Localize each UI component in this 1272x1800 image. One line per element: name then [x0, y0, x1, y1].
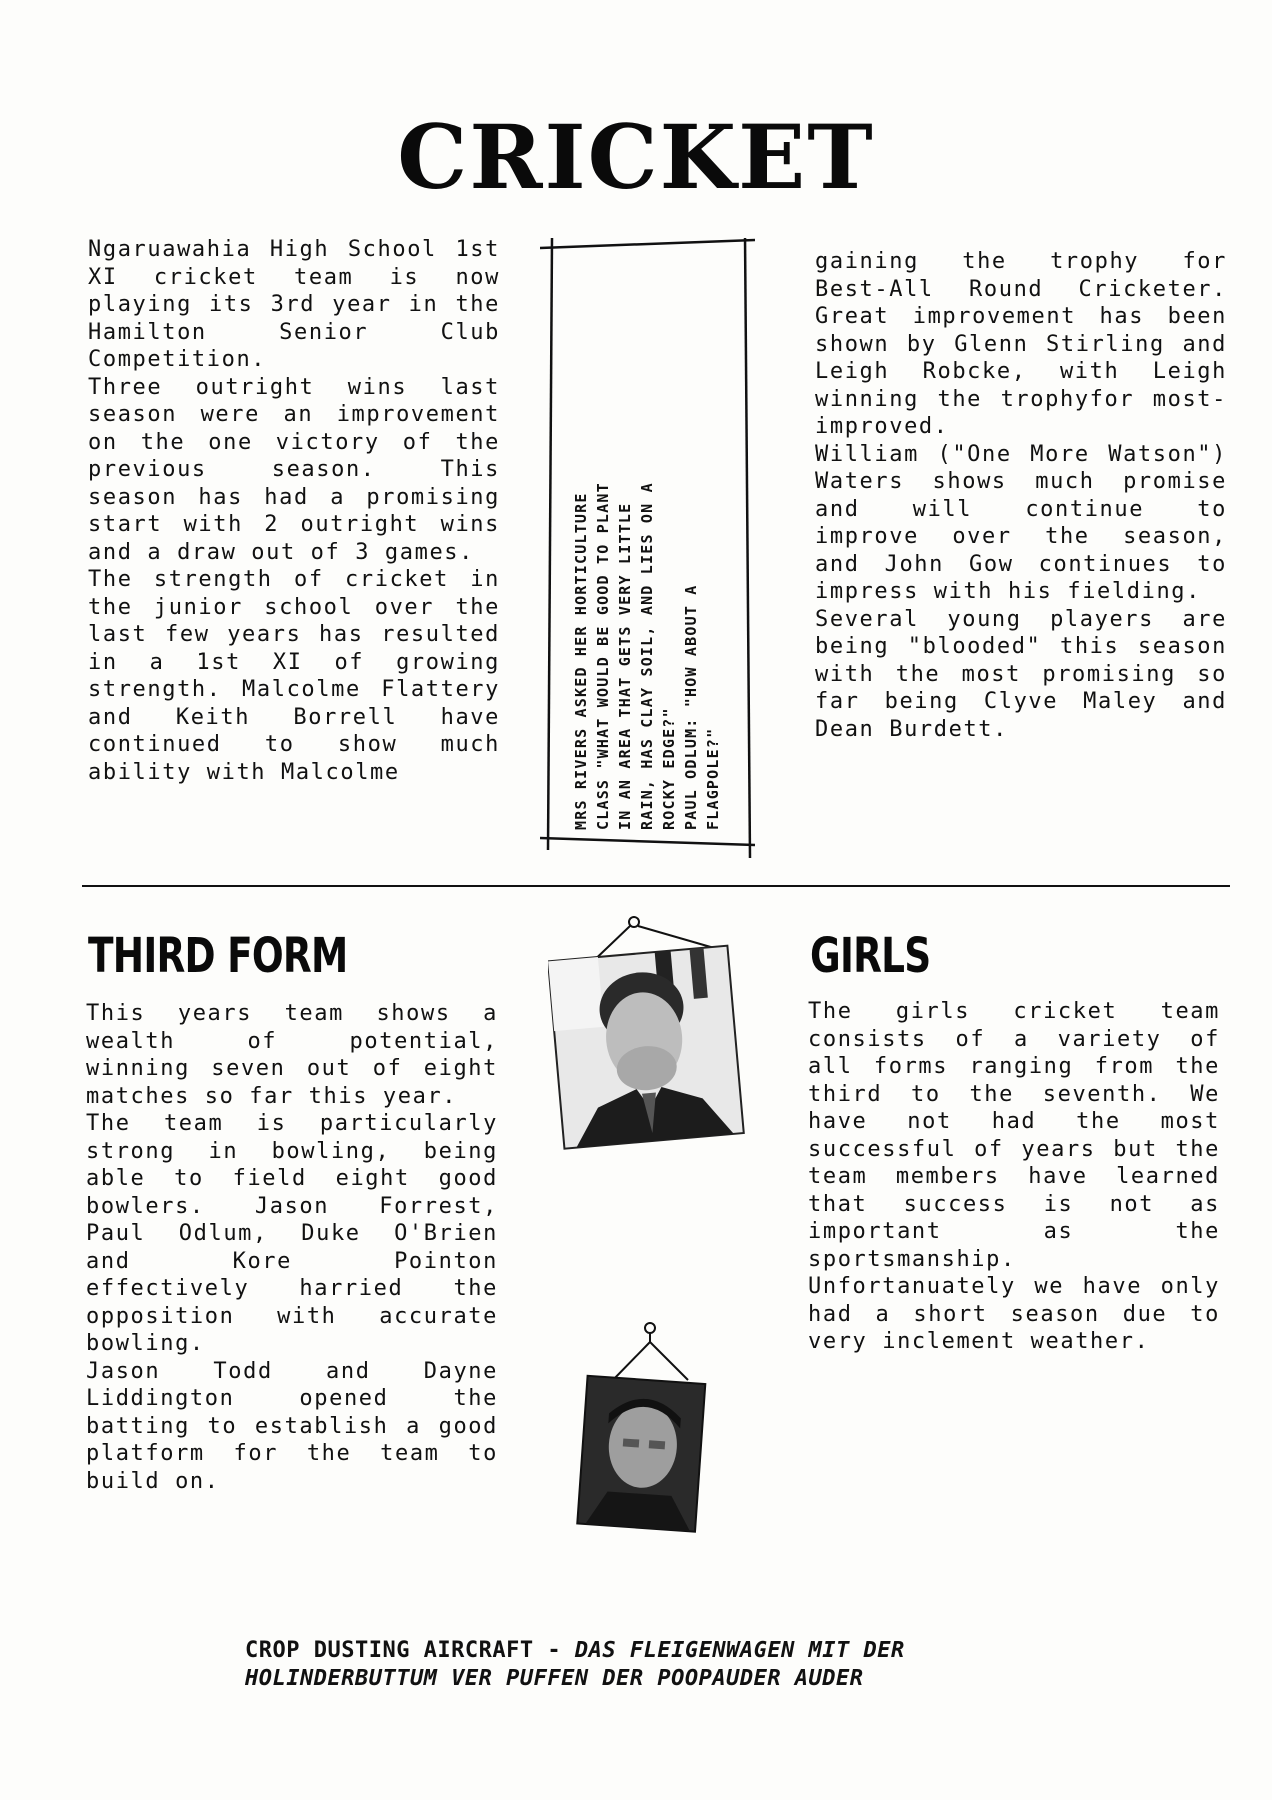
- hanging-photo-student: [570, 1318, 720, 1548]
- girls-column: [808, 998, 1220, 1356]
- joke-line: RAIN, HAS CLAY SOIL, AND LIES ON A: [638, 482, 656, 830]
- joke-line: MRS RIVERS ASKED HER HORTICULTURE: [572, 492, 590, 830]
- third-form-paragraph: The team is particularly strong in bowling, being able to field eight good bowlers. Jason Forrest, Paul Odlum, Duke O'Brien and Kore Pointon effectively harried the opposition with accurate bowling.: [86, 1111, 498, 1356]
- cricket-paragraph: Several young players are being "blooded" this season with the most promising so far being Clyve Maley and Dean Burdett.: [815, 606, 1227, 742]
- joke-line: FLAGPOLE?": [704, 727, 722, 830]
- cricket-column-2: [815, 248, 1227, 743]
- cricket-paragraph: gaining the trophy for Best-All Round Cricketer. Great improvement has been shown by Glenn Stirling and Leigh Robcke, with Leigh winning the trophyfor most-improved.: [815, 249, 1227, 439]
- hanging-photo-coach: [548, 908, 748, 1158]
- cricket-paragraph: William ("One More Watson") Waters shows much promise and will continue to improve over the season, and John Gow continues to impress with his fielding.: [815, 441, 1227, 604]
- girls-paragraph: Unfortanuately we have only had a short season due to very inclement weather.: [808, 1274, 1220, 1354]
- third-form-column: [86, 1000, 498, 1495]
- joke-box-text: [570, 270, 735, 830]
- joke-line: CLASS "WHAT WOULD BE GOOD TO PLANT: [594, 482, 612, 830]
- joke-line: ROCKY EDGE?": [660, 707, 678, 830]
- footer-italic-line2: HOLINDERBUTTUM VER PUFFEN DER POOPAUDER AUDER: [245, 1666, 864, 1691]
- joke-line: PAUL ODLUM: "HOW ABOUT A: [682, 584, 700, 830]
- footer-plain: CROP DUSTING AIRCRAFT -: [245, 1638, 575, 1663]
- third-form-paragraph: Jason Todd and Dayne Liddington opened the batting to establish a good platform for the team to build on.: [86, 1358, 498, 1494]
- page-title: CRICKET: [397, 105, 875, 209]
- cricket-paragraph: The strength of cricket in the junior school over the last few years has resulted in a 1st XI of growing strength. Malcolme Flattery and Keith Borrell have continued to show much ability with Malcolme: [88, 567, 500, 785]
- joke-line: IN AN AREA THAT GETS VERY LITTLE: [616, 502, 634, 830]
- section-divider: [82, 885, 1230, 887]
- girls-paragraph: The girls cricket team consists of a variety of all forms ranging from the third to the seventh. We have not had the most successful of years but the team members have learned that success is not as important as the sportsmanship.: [808, 999, 1220, 1272]
- footer-caption: [245, 1637, 905, 1693]
- cricket-paragraph: Three outright wins last season were an improvement on the one victory of the previous season. This season has had a promising start with 2 outright wins and a draw out of 3 games.: [88, 374, 500, 565]
- third-form-heading: THIRD FORM: [88, 928, 348, 984]
- cricket-column-1: [88, 236, 500, 786]
- third-form-paragraph: This years team shows a wealth of potential, winning seven out of eight matches so far this year.: [86, 1001, 498, 1109]
- girls-heading: GIRLS: [810, 928, 931, 984]
- cricket-paragraph: Ngaruawahia High School 1st XI cricket team is now playing its 3rd year in the Hamilton Senior Club Competition.: [88, 237, 500, 372]
- footer-italic: DAS FLEIGENWAGEN MIT DER: [574, 1638, 905, 1663]
